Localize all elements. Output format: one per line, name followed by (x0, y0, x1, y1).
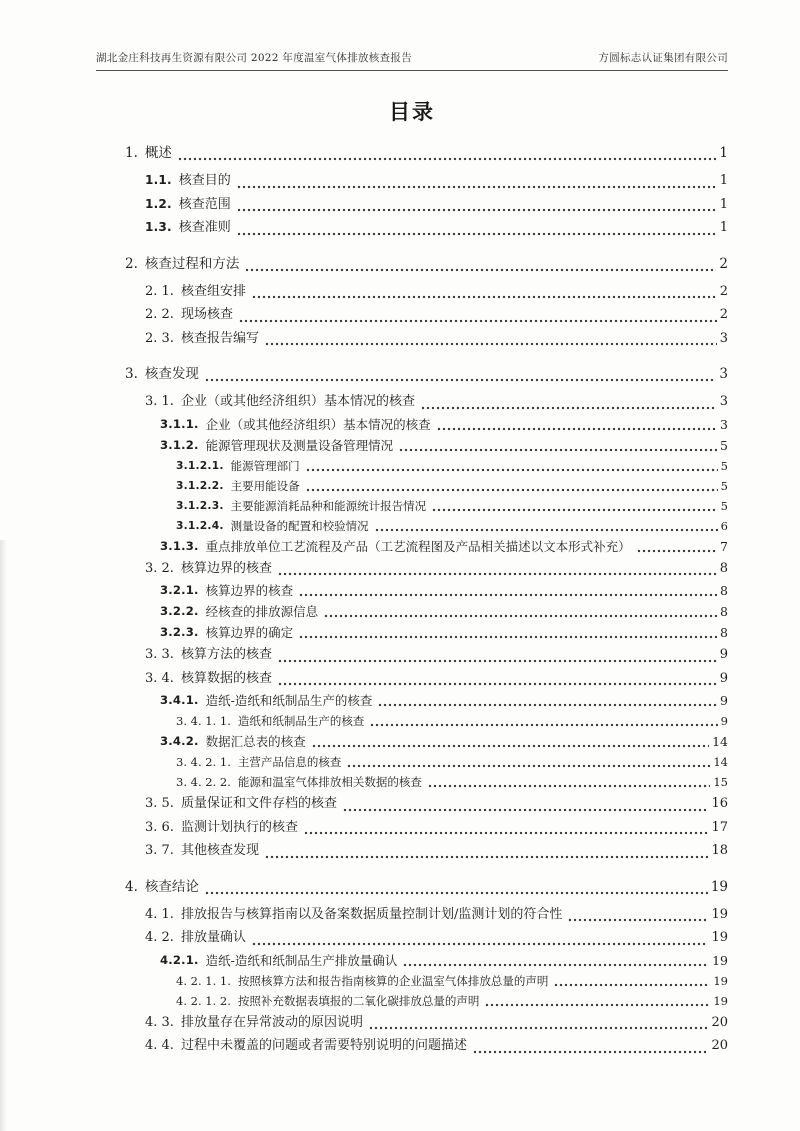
toc-entry-number: 4. (125, 878, 138, 895)
toc-entry-number: 1.2. (145, 196, 172, 211)
toc-entry[interactable] (96, 601, 728, 622)
toc-entry-label: 核查过程和方法 (144, 255, 240, 272)
toc-leader-dots (375, 528, 718, 532)
toc-entry-label: 造纸-造纸和纸制品生产排放量确认 (205, 952, 398, 968)
toc-entry-number: 2. 2. (145, 307, 174, 322)
toc-entry-label: 按照核算方法和报告指南核算的企业温室气体排放总量的声明 (237, 973, 549, 988)
toc-entry-label: 其他核查发现 (180, 843, 259, 858)
toc-entry[interactable] (96, 362, 728, 386)
toc-leader-dots (432, 508, 718, 512)
toc-leader-dots (252, 295, 717, 299)
toc-entry-number: 1.1. (145, 173, 172, 187)
toc-entry-page: 5 (720, 478, 728, 493)
toc-entry-page: 9 (720, 714, 728, 728)
toc-entry-page: 5 (720, 437, 728, 453)
toc-leader-dots (237, 208, 717, 212)
toc-entry[interactable] (96, 950, 728, 971)
toc-entry-page: 2 (719, 283, 728, 299)
toc-entry-number: 3. 4. 1. 1. (176, 714, 231, 728)
toc-entry-number: 4.2.1. (160, 952, 199, 967)
toc-entry[interactable] (96, 141, 728, 165)
toc-entry-page: 9 (719, 647, 728, 662)
toc-entry-page: 2 (719, 307, 728, 322)
toc-leader-dots (399, 448, 717, 452)
toc-entry-label: 企业（或其他经济组织）基本情况的核查 (205, 416, 431, 432)
toc-entry-label: 测量设备的配置和校验情况 (230, 518, 369, 533)
toc-leader-dots (265, 855, 708, 859)
toc-entry-label: 核算边界的核查 (180, 560, 272, 576)
toc-entry[interactable] (96, 711, 728, 731)
toc-entry-label: 核查报告编写 (180, 330, 259, 346)
toc-entry-page: 9 (719, 670, 728, 686)
toc-entry-number: 3. 3. (145, 647, 174, 662)
toc-leader-dots (369, 1026, 708, 1030)
toc-entry-label: 核查发现 (144, 366, 199, 382)
toc-entry-label: 排放报告与核算指南以及备案数据质量控制计划/监测计划的符合性 (180, 906, 563, 922)
toc-entry[interactable] (96, 252, 728, 276)
toc-entry[interactable] (96, 536, 728, 557)
toc-entry[interactable] (96, 557, 728, 581)
toc-entry-label: 主要能源消耗品种和能源统计报告情况 (230, 498, 427, 513)
toc-entry[interactable] (96, 1034, 728, 1058)
toc-entry-label: 能源管理现状及测量设备管理情况 (205, 437, 394, 453)
toc-entry-label: 排放量存在异常波动的原因说明 (180, 1014, 363, 1030)
toc-entry-label: 核算边界的核查 (205, 583, 294, 598)
toc-entry[interactable] (96, 390, 728, 414)
toc-leader-dots (178, 157, 717, 161)
toc-entry-page: 3 (720, 416, 728, 432)
toc-entry-number: 2. 3. (145, 330, 174, 346)
toc-entry-number: 3. 2. (145, 560, 174, 576)
toc-entry-page: 8 (719, 560, 728, 576)
toc-entry[interactable] (96, 792, 728, 816)
toc-entry-number: 3.2.3. (160, 625, 199, 639)
toc-leader-dots (252, 942, 708, 946)
toc-entry-label: 经核查的排放源信息 (205, 604, 319, 619)
toc-entry-page: 9 (720, 693, 728, 708)
toc-entry-page: 5 (720, 458, 728, 473)
toc-leader-dots (347, 764, 710, 768)
toc-entry[interactable] (96, 476, 728, 496)
toc-leader-dots (378, 703, 717, 707)
toc-entry[interactable] (96, 303, 728, 327)
toc-entry[interactable] (96, 731, 728, 752)
toc-leader-dots (306, 468, 718, 472)
toc-entry-number: 2. 1. (145, 283, 174, 299)
toc-entry[interactable] (96, 690, 728, 711)
toc-entry[interactable] (96, 516, 728, 536)
toc-entry-label: 概述 (144, 145, 172, 161)
toc-leader-dots (437, 427, 717, 431)
toc-entry-number: 3. 5. (145, 796, 174, 811)
toc-entry[interactable] (96, 456, 728, 476)
toc-entry[interactable] (96, 414, 728, 435)
toc-entry[interactable] (96, 216, 728, 240)
toc-entry-page: 19 (712, 952, 728, 968)
toc-entry-page: 19 (713, 973, 728, 988)
toc-entry-page: 20 (711, 1014, 728, 1030)
toc-entry-number: 4. 1. (145, 906, 174, 922)
toc-leader-dots (554, 983, 710, 987)
toc-entry[interactable] (96, 496, 728, 516)
header-report-title: 湖北金庄科技再生资源有限公司 2022 年度温室气体排放核查报告 (96, 52, 412, 64)
toc-entry-label: 按照补充数据表填报的二氧化碳排放总量的声明 (237, 993, 480, 1008)
toc-entry-label: 核查目的 (178, 173, 231, 188)
toc-entry-page: 8 (720, 625, 728, 640)
toc-leader-dots (304, 831, 708, 835)
toc-entry-label: 能源管理部门 (230, 458, 300, 473)
toc-entry-number: 3.1.2.3. (176, 498, 224, 512)
toc-entry[interactable] (96, 903, 728, 927)
toc-leader-dots (324, 614, 717, 618)
header-organization-name: 方圆标志认证集团有限公司 (598, 52, 728, 64)
toc-entry-page: 1 (719, 145, 728, 161)
toc-entry-page: 17 (711, 819, 728, 835)
toc-entry-page: 2 (719, 255, 728, 272)
toc-entry-number: 4. 4. (145, 1038, 174, 1053)
toc-entry-page: 6 (720, 518, 728, 533)
toc-leader-dots (237, 232, 717, 236)
toc-entry[interactable] (96, 327, 728, 351)
toc-entry-page: 18 (711, 843, 728, 858)
toc-entry-label: 核查结论 (144, 878, 199, 895)
toc-leader-dots (299, 593, 717, 597)
toc-entry-label: 核查准则 (178, 220, 231, 235)
toc-entry-label: 核算方法的核查 (180, 647, 272, 662)
toc-entry-page: 14 (713, 755, 728, 769)
toc-entry-number: 3.1.1. (160, 416, 199, 431)
toc-entry-number: 3.4.1. (160, 693, 199, 707)
toc-entry-page: 8 (720, 604, 728, 619)
toc-leader-dots (237, 185, 717, 189)
toc-leader-dots (278, 682, 717, 686)
toc-entry-number: 3. 1. (145, 394, 174, 409)
toc-entry-label: 重点排放单位工艺流程及产品（工艺流程图及产品相关描述以文本形式补充） (205, 538, 631, 554)
toc-entry-page: 3 (719, 366, 728, 382)
toc-entry-label: 现场核查 (180, 307, 233, 322)
toc-entry-label: 核算边界的确定 (205, 625, 294, 640)
toc-entry[interactable] (96, 169, 728, 193)
toc-entry-number: 4. 3. (145, 1014, 174, 1030)
toc-entry-label: 过程中未覆盖的问题或者需要特别说明的问题描述 (180, 1038, 467, 1053)
toc-entry-page: 8 (720, 583, 728, 598)
toc-entry-number: 3.1.3. (160, 538, 199, 553)
toc-entry[interactable] (96, 991, 728, 1011)
toc-entry-label: 能源和温室气体排放相关数据的核查 (237, 775, 422, 789)
toc-entry-page: 19 (711, 930, 728, 945)
toc-entry-number: 3.4.2. (160, 734, 199, 748)
toc-entry-page: 14 (712, 734, 728, 749)
toc-entry-number: 4. 2. 1. 2. (176, 993, 231, 1008)
toc-entry-label: 造纸和纸制品生产的核查 (237, 714, 365, 728)
toc-entry-number: 3.1.2.4. (176, 518, 224, 532)
toc-entry-label: 企业（或其他经济组织）基本情况的核查 (180, 394, 415, 409)
toc-entry[interactable] (96, 580, 728, 601)
toc-entry-page: 20 (711, 1038, 728, 1053)
toc-entry[interactable] (96, 193, 728, 217)
toc-leader-dots (205, 891, 708, 895)
toc-entry[interactable] (96, 839, 728, 863)
toc-entry-page: 16 (711, 796, 728, 811)
toc-entry-page: 1 (719, 173, 728, 188)
toc-entry[interactable] (96, 1011, 728, 1035)
toc-entry[interactable] (96, 643, 728, 667)
toc-entry[interactable] (96, 667, 728, 691)
toc-entry[interactable] (96, 280, 728, 304)
toc-entry-number: 3.1.2.2. (176, 478, 224, 492)
toc-leader-dots (370, 723, 717, 727)
toc-entry-number: 3.1.2. (160, 437, 199, 452)
toc-title: 目录 (389, 99, 435, 124)
toc-entry-number: 2. (125, 255, 138, 272)
toc-entry-page: 19 (710, 878, 728, 895)
toc-entry-label: 主要用能设备 (230, 478, 300, 493)
page-header (96, 50, 728, 71)
toc-leader-dots (473, 1050, 708, 1054)
toc-entry[interactable] (96, 971, 728, 991)
toc-entry-page: 3 (719, 330, 728, 346)
toc-entry-label: 排放量确认 (180, 930, 246, 945)
toc-leader-dots (421, 406, 717, 410)
toc-entry-number: 3.2.2. (160, 604, 199, 618)
toc-entry[interactable] (96, 622, 728, 643)
toc-entry[interactable] (96, 926, 728, 950)
toc-entry-label: 主营产品信息的核查 (237, 755, 342, 769)
toc-entry-number: 4. 2. (145, 930, 174, 945)
toc-leader-dots (306, 488, 718, 492)
toc-entry-page: 1 (719, 220, 728, 235)
toc-leader-dots (568, 918, 708, 922)
toc-entry-label: 数据汇总表的核查 (205, 734, 306, 749)
toc-entry-label: 质量保证和文件存档的核查 (180, 796, 337, 811)
toc-entry[interactable] (96, 772, 728, 792)
toc-leader-dots (343, 808, 708, 812)
toc-leader-dots (239, 319, 717, 323)
toc-leader-dots (428, 784, 711, 788)
toc-entry-label: 造纸-造纸和纸制品生产的核查 (205, 693, 373, 708)
toc-entry-number: 3. 4. 2. 2. (176, 775, 231, 789)
toc-entry-number: 4. 2. 1. 1. (176, 973, 231, 988)
toc-entry-number: 1.3. (145, 220, 172, 234)
toc-entry-number: 1. (125, 145, 138, 161)
toc-leader-dots (299, 635, 717, 639)
toc-entry-number: 3.1.2.1. (176, 458, 224, 472)
toc-entry[interactable] (96, 875, 728, 899)
toc-entry[interactable] (96, 816, 728, 840)
toc-leader-dots (637, 549, 717, 553)
toc-entry[interactable] (96, 752, 728, 772)
scan-edge-artifact (0, 540, 7, 1131)
toc-entry-label: 核查范围 (178, 196, 231, 212)
toc-entry-number: 3. 4. 2. 1. (176, 755, 231, 769)
toc-entry-number: 3. 4. (145, 670, 174, 686)
toc-leader-dots (278, 659, 717, 663)
toc-entry-label: 核算数据的核查 (180, 670, 272, 686)
toc-entry-page: 3 (719, 394, 728, 409)
toc-entry-label: 监测计划执行的核查 (180, 819, 298, 835)
toc-leader-dots (485, 1003, 710, 1007)
toc-entry-number: 3.2.1. (160, 583, 199, 597)
toc-entry-page: 7 (720, 538, 728, 554)
toc-leader-dots (403, 963, 709, 967)
toc-leader-dots (245, 268, 716, 272)
toc-entry-page: 15 (713, 775, 728, 789)
toc-entry-page: 5 (720, 498, 728, 513)
toc-entry-number: 3. 6. (145, 819, 174, 835)
toc-entry-label: 核查组安排 (180, 283, 246, 299)
toc-entry-number: 3. 7. (145, 843, 174, 858)
toc-entry-number: 3. (125, 366, 138, 382)
toc-entry[interactable] (96, 435, 728, 456)
toc-entry-page: 1 (719, 196, 728, 212)
toc-leader-dots (278, 572, 717, 576)
toc-entry-page: 19 (711, 906, 728, 922)
toc-list (96, 141, 728, 1058)
toc-entry-page: 19 (713, 993, 728, 1008)
toc-leader-dots (205, 378, 717, 382)
toc-leader-dots (265, 342, 717, 346)
toc-leader-dots (312, 744, 709, 748)
